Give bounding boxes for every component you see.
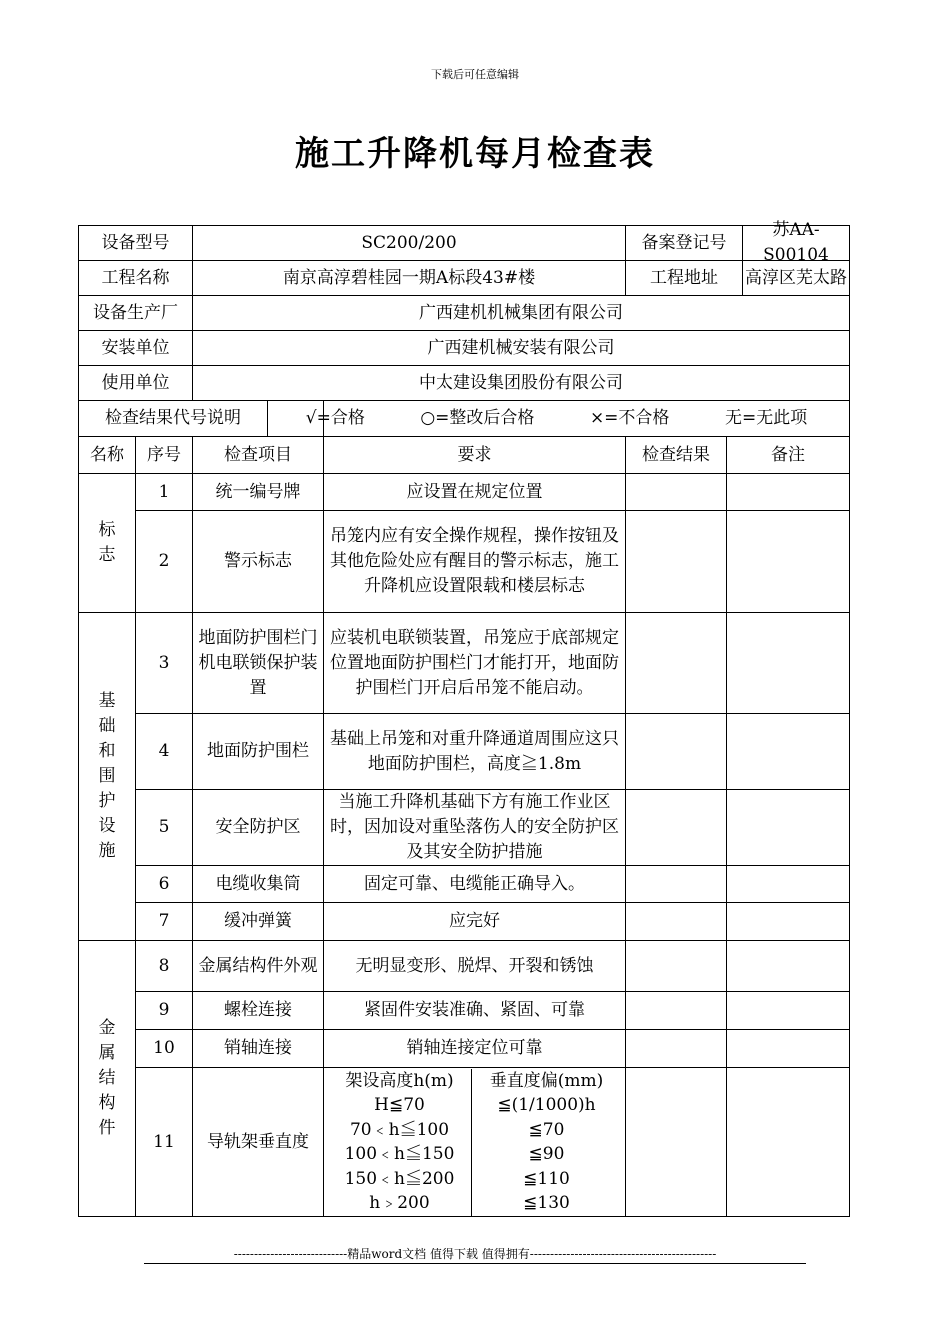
table-row <box>79 714 850 790</box>
row-remark[interactable] <box>727 511 850 613</box>
table-row <box>79 992 850 1030</box>
height-range: 150﹤h≦200 <box>344 1168 455 1189</box>
row-requirement: 紧固件安装准确、紧固、可靠 <box>324 992 626 1030</box>
row-requirement: 吊笼内应有安全操作规程，操作按钮及其他危险处应有醒目的警示标志，施工升降机应设置限载和楼层标志 <box>324 511 626 613</box>
row-no: 1 <box>136 474 193 511</box>
inspection-table <box>78 220 850 1217</box>
row-no: 3 <box>136 613 193 714</box>
height-range: 100﹤h≦150 <box>344 1144 455 1164</box>
maker-label: 设备生产厂 <box>79 296 193 331</box>
deviation-limit: ≦70 <box>528 1119 565 1140</box>
row-item: 统一编号牌 <box>193 474 324 511</box>
user-value: 中太建设集团股份有限公司 <box>193 366 850 401</box>
deviation-column <box>472 1069 621 1216</box>
installer-value: 广西建机械安装有限公司 <box>193 331 850 366</box>
model-value <box>193 226 626 261</box>
row-remark[interactable] <box>727 941 850 992</box>
address-label: 工程地址 <box>626 261 743 295</box>
table-row <box>79 903 850 941</box>
row-item: 地面防护围栏 <box>193 714 324 790</box>
col-name: 名称 <box>79 437 136 474</box>
table-row <box>79 941 850 992</box>
table-row <box>79 613 850 714</box>
legend-row <box>79 401 850 437</box>
row-result[interactable] <box>626 903 727 941</box>
info-row-project <box>79 261 850 296</box>
row-item: 缓冲弹簧 <box>193 903 324 941</box>
row-no: 6 <box>136 866 193 903</box>
verticality-subtable <box>324 1068 626 1217</box>
row-remark[interactable] <box>727 613 850 714</box>
page-title: 施工升降机每月检查表 <box>295 134 655 174</box>
project-label: 工程名称 <box>79 261 193 296</box>
col-requirement: 要求 <box>324 437 626 474</box>
row-remark[interactable] <box>727 474 850 511</box>
column-header-row <box>79 437 850 474</box>
legend-rectified: ○=整改后合格 <box>420 408 535 428</box>
row-remark[interactable] <box>727 992 850 1030</box>
model-value-text: SC200/200 <box>361 232 457 253</box>
row-result[interactable] <box>626 613 727 714</box>
height-range: h﹥200 <box>369 1193 430 1213</box>
installer-label: 安装单位 <box>79 331 193 366</box>
col-result: 检查结果 <box>626 437 727 474</box>
col-no: 序号 <box>136 437 193 474</box>
row-no: 8 <box>136 941 193 992</box>
row-item: 金属结构件外观 <box>193 941 324 992</box>
table-row <box>79 1068 850 1217</box>
table-row <box>79 1030 850 1068</box>
legend-values <box>305 401 850 437</box>
row-requirement: 基础上吊笼和对重升降通道周围应这只地面防护围栏，高度≧1.8m <box>324 714 626 790</box>
col-item: 检查项目 <box>193 437 324 474</box>
row-result[interactable] <box>626 992 727 1030</box>
row-result[interactable] <box>626 866 727 903</box>
legend-pass: √=合格 <box>305 408 365 428</box>
row-no: 4 <box>136 714 193 790</box>
info-row-installer <box>79 331 850 366</box>
row-remark[interactable] <box>727 866 850 903</box>
height-range: 70﹤h≦100 <box>349 1119 450 1140</box>
user-label: 使用单位 <box>79 366 193 401</box>
address-value: 高淳区芜太路 <box>745 267 847 288</box>
row-no: 2 <box>136 511 193 613</box>
row-result[interactable] <box>626 941 727 992</box>
row-requirement: 销轴连接定位可靠 <box>324 1030 626 1068</box>
info-row-maker <box>79 296 850 331</box>
col-remark: 备注 <box>727 437 850 474</box>
deviation-header: 垂直度偏(mm) <box>489 1070 604 1091</box>
legend-na: 无=无此项 <box>724 408 808 428</box>
row-remark[interactable] <box>727 1068 850 1217</box>
address-cell <box>626 261 850 296</box>
row-requirement: 无明显变形、脱焊、开裂和锈蚀 <box>324 941 626 992</box>
height-range: H≦70 <box>374 1095 425 1115</box>
row-remark[interactable] <box>727 790 850 866</box>
record-label: 备案登记号 <box>626 226 743 260</box>
group-name-metal: 金属结构件 <box>79 941 136 1217</box>
row-result[interactable] <box>626 714 727 790</box>
row-item: 电缆收集筒 <box>193 866 324 903</box>
footer-rule <box>144 1263 806 1264</box>
row-requirement: 应装机电联锁装置，吊笼应于底部规定位置地面防护围栏门才能打开，地面防护围栏门开启后吊笼不能启动。 <box>324 613 626 714</box>
row-item: 螺栓连接 <box>193 992 324 1030</box>
model-label: 设备型号 <box>79 226 193 261</box>
project-value: 南京高淳碧桂园一期A标段43#楼 <box>193 261 626 296</box>
row-item: 地面防护围栏门机电联锁保护装置 <box>193 613 324 714</box>
row-result[interactable] <box>626 1030 727 1068</box>
group-name-signs: 标志 <box>79 474 136 613</box>
info-row-user <box>79 366 850 401</box>
row-no: 11 <box>136 1068 193 1217</box>
legend-label: 检查结果代号说明 <box>79 401 268 436</box>
row-result[interactable] <box>626 474 727 511</box>
row-no: 7 <box>136 903 193 941</box>
row-item: 导轨架垂直度 <box>193 1068 324 1217</box>
table-row <box>79 511 850 613</box>
footer-note: ----------------------------精品word文档 值得下载 值得拥有---------------------------------------------- <box>233 1247 717 1261</box>
table-row <box>79 790 850 866</box>
row-remark[interactable] <box>727 714 850 790</box>
row-no: 10 <box>136 1030 193 1068</box>
deviation-limit: ≦130 <box>523 1193 570 1213</box>
row-result[interactable] <box>626 1068 727 1217</box>
table-row <box>79 474 850 511</box>
deviation-limit: ≦110 <box>523 1168 570 1189</box>
legend-fail: ×=不合格 <box>589 408 670 428</box>
row-item: 销轴连接 <box>193 1030 324 1068</box>
maker-value: 广西建机机械集团有限公司 <box>193 296 850 331</box>
row-requirement: 固定可靠、电缆能正确导入。 <box>324 866 626 903</box>
row-no: 5 <box>136 790 193 866</box>
row-item: 警示标志 <box>193 511 324 613</box>
height-header: 架设高度h(m) <box>345 1070 454 1091</box>
row-requirement: 应完好 <box>324 903 626 941</box>
record-cell <box>626 220 850 265</box>
row-requirement: 应设置在规定位置 <box>324 474 626 511</box>
group-name-foundation: 基础和围护设施 <box>79 613 136 941</box>
row-result[interactable] <box>626 511 727 613</box>
row-remark[interactable] <box>727 903 850 941</box>
height-column <box>328 1069 472 1216</box>
table-row <box>79 866 850 903</box>
deviation-limit: ≦(1/1000)h <box>497 1095 596 1115</box>
deviation-limit: ≦90 <box>528 1144 565 1164</box>
row-no: 9 <box>136 992 193 1030</box>
row-item: 安全防护区 <box>193 790 324 866</box>
row-result[interactable] <box>626 790 727 866</box>
row-remark[interactable] <box>727 1030 850 1068</box>
header-note: 下载后可任意编辑 <box>431 68 519 81</box>
record-value: 苏AA-S00104 <box>763 220 829 265</box>
info-row-model <box>79 226 850 261</box>
row-requirement: 当施工升降机基础下方有施工作业区时，因加设对重坠落伤人的安全防护区及其安全防护措施 <box>324 790 626 866</box>
